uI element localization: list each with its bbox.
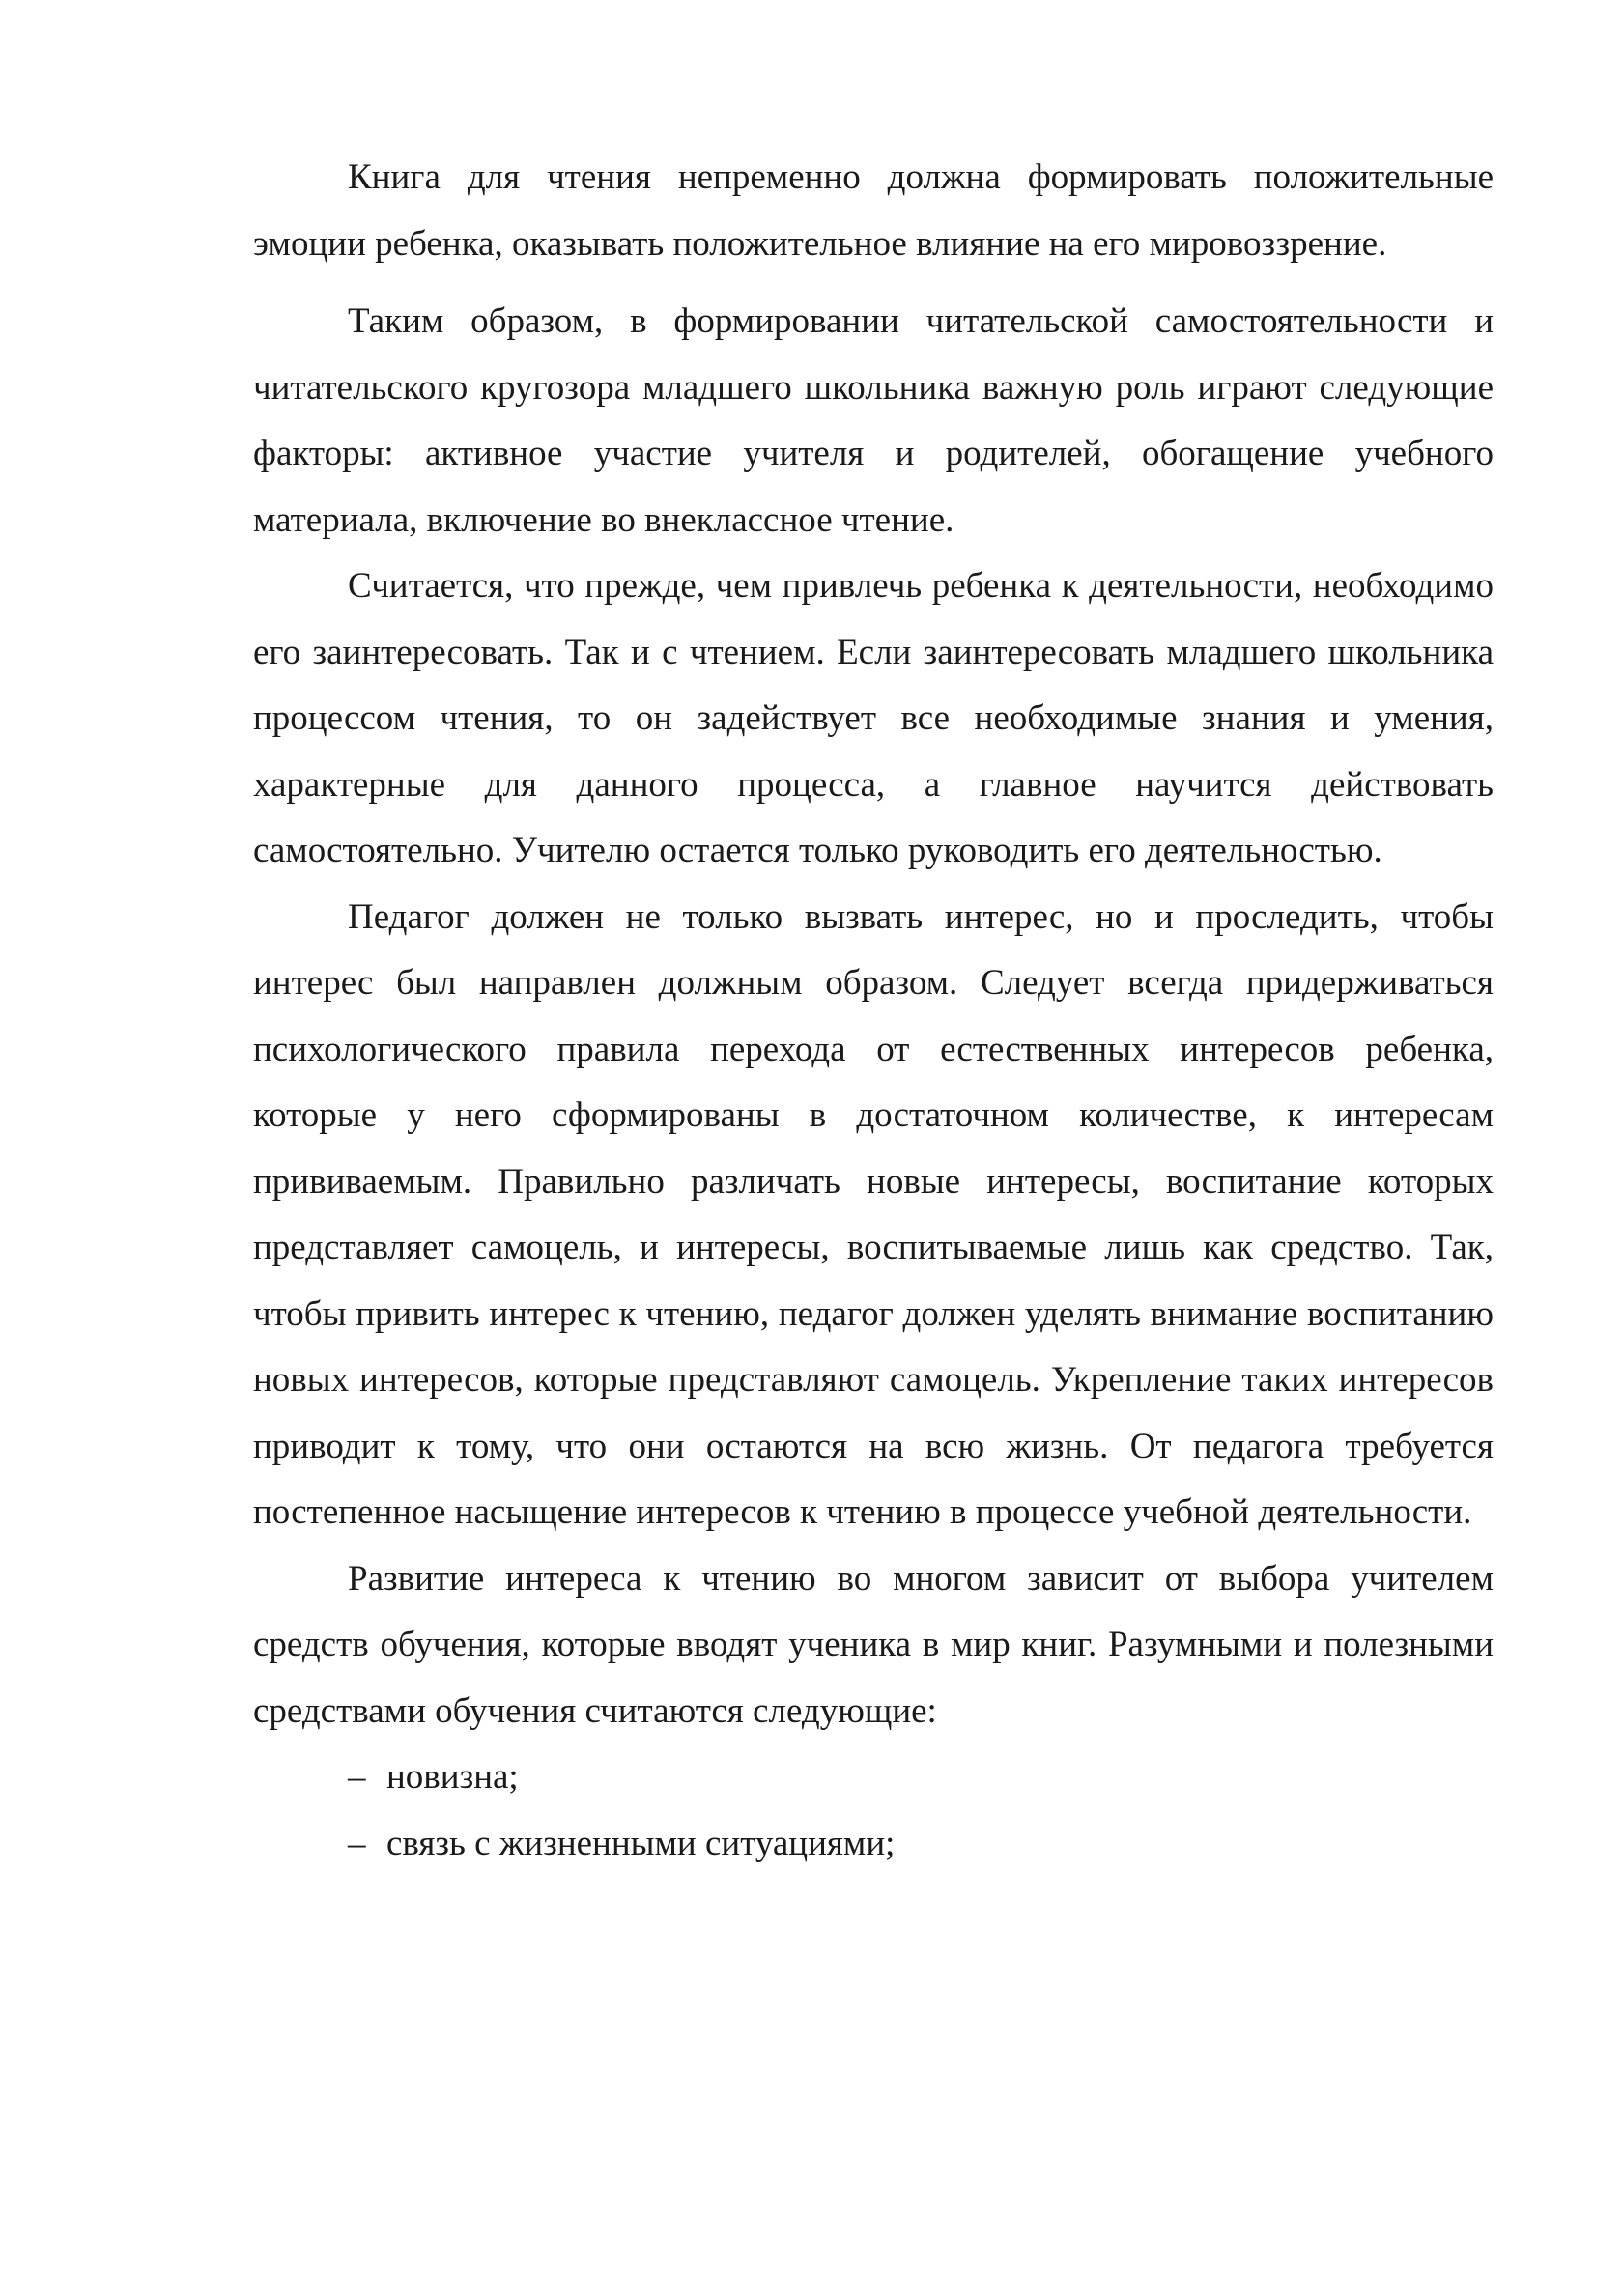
paragraph-reading-book: Книга для чтения непременно должна формировать положительные эмоции ребенка, оказывать положительное влияние на его мировоззрение. <box>253 157 1494 264</box>
document-body <box>253 145 1494 1877</box>
paragraph-reading-factors: Таким образом, в формировании читательской самостоятельности и читательского кругозора младшего школьника важную роль играют следующие факторы: активное участие учителя и родителей, обогащение учебного материала, включение во внеклассное чтение. <box>253 301 1494 540</box>
list-dash: – <box>348 1757 366 1797</box>
list-item <box>253 1811 1494 1878</box>
list-item-text: новизна; <box>386 1757 519 1797</box>
list-item-text: связь с жизненными ситуациями; <box>386 1823 896 1863</box>
teaching-means-list <box>253 1744 1494 1877</box>
list-item <box>253 1744 1494 1811</box>
paragraph-teacher-interest: Педагог должен не только вызвать интерес, но и проследить, чтобы интерес был направлен должным образом. Следует всегда придерживаться психологического правила перехода от естественных интересов ребенка, которые у него сформированы в достаточном количестве, к интересам прививаемым. Правильно различать новые интересы, воспитание которых представляет самоцель, и интересы, воспитываемые лишь как средство. Так, чтобы привить интерес к чтению, педагог должен уделять внимание воспитанию новых интересов, которые представляют самоцель. Укрепление таких интересов приводит к тому, что они остаются на всю жизнь. От педагога требуется постепенное насыщение интересов к чтению в процессе учебной деятельности. <box>253 896 1494 1532</box>
paragraph-interest-first: Считается, что прежде, чем привлечь ребенка к деятельности, необходимо его заинтересовать. Так и с чтением. Если заинтересовать младшего школьника процессом чтения, то он задействует все необходимые знания и умения, характерные для данного процесса, а главное научится действовать самостоятельно. Учителю остается только руководить его деятельностью. <box>253 566 1494 870</box>
list-dash: – <box>348 1823 366 1863</box>
paragraph-teaching-means: Развитие интереса к чтению во многом зависит от выбора учителем средств обучения, которые вводят ученика в мир книг. Разумными и полезными средствами обучения считаются следующие: <box>253 1558 1494 1731</box>
